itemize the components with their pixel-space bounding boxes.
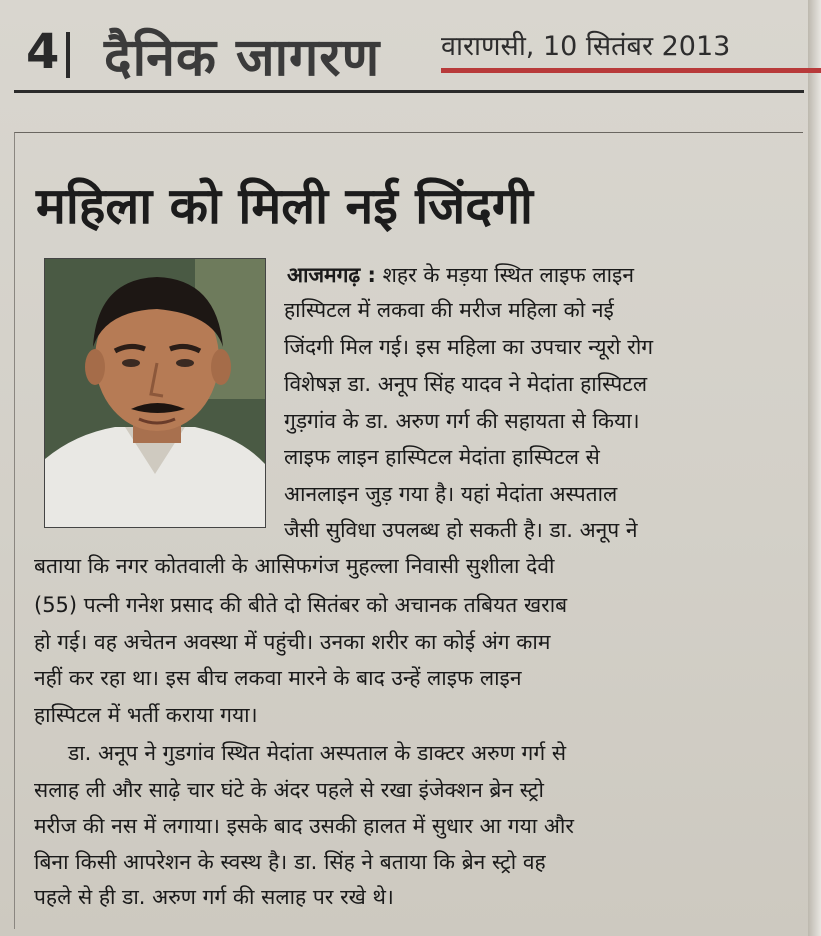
article-text-line: डा. अनूप ने गुडगांव स्थित मेदांता अस्पताल के डाक्टर अरुण गर्ग से <box>68 741 567 765</box>
article-text-span: शहर के मड़या स्थित लाइफ लाइन <box>382 263 634 287</box>
place-date: वाराणसी, 10 सितंबर 2013 <box>441 31 731 62</box>
newspaper-name: दैनिक जागरण <box>104 28 381 88</box>
masthead-rule <box>14 90 804 93</box>
article-text-line: लाइफ लाइन हास्पिटल मेदांता हास्पिटल से <box>284 445 600 469</box>
doctor-photo <box>44 258 266 528</box>
article-text-line: जैसी सुविधा उपलब्ध हो सकती है। डा. अनूप ने <box>284 518 638 542</box>
article-text-line: नहीं कर रहा था। इस बीच लकवा मारने के बाद उन्हें लाइफ लाइन <box>34 666 522 690</box>
page-number: 4 <box>26 24 60 80</box>
article-text-line: जिंदगी मिल गई। इस महिला का उपचार न्यूरो रोग <box>284 335 654 359</box>
article-text-line: गुड़गांव के डा. अरुण गर्ग की सहायता से किया। <box>284 409 640 433</box>
article-text-line: हास्पिटल में भर्ती कराया गया। <box>34 703 258 727</box>
article-text-line: हास्पिटल में लकवा की मरीज महिला को नई <box>284 298 614 322</box>
page-edge <box>808 0 821 936</box>
red-rule <box>441 68 821 73</box>
article-text-line: (55) पत्नी गनेश प्रसाद की बीते दो सितंबर को अचानक तबियत खराब <box>34 593 568 617</box>
article-text-line: आनलाइन जुड़ गया है। यहां मेदांता अस्पताल <box>284 482 618 506</box>
article-dateline: आजमगढ़ : <box>287 263 376 287</box>
masthead <box>26 18 806 88</box>
article-text-line: विशेषज्ञ डा. अनूप सिंह यादव ने मेदांता हास्पिटल <box>284 372 648 396</box>
article-text-line: हो गई। वह अचेतन अवस्था में पहुंची। उनका शरीर का कोई अंग काम <box>34 630 551 654</box>
article-headline: महिला को मिली नई जिंदगी <box>36 177 533 235</box>
article-text-line: बिना किसी आपरेशन के स्वस्थ है। डा. सिंह ने बताया कि ब्रेन स्ट्रो वह <box>34 850 546 874</box>
article-text-line: मरीज की नस में लगाया। इसके बाद उसकी हालत में सुधार आ गया और <box>34 814 574 838</box>
article-text-line: बताया कि नगर कोतवाली के आसिफगंज मुहल्ला निवासी सुशीला देवी <box>34 554 555 578</box>
article-text-line: सलाह ली और साढ़े चार घंटे के अंदर पहले से रखा इंजेक्शन ब्रेन स्ट्रो <box>34 778 544 802</box>
article-text-line: पहले से ही डा. अरुण गर्ग की सलाह पर रखे थे। <box>34 885 394 909</box>
article-text-line <box>287 262 634 288</box>
page-number-divider <box>66 32 70 78</box>
